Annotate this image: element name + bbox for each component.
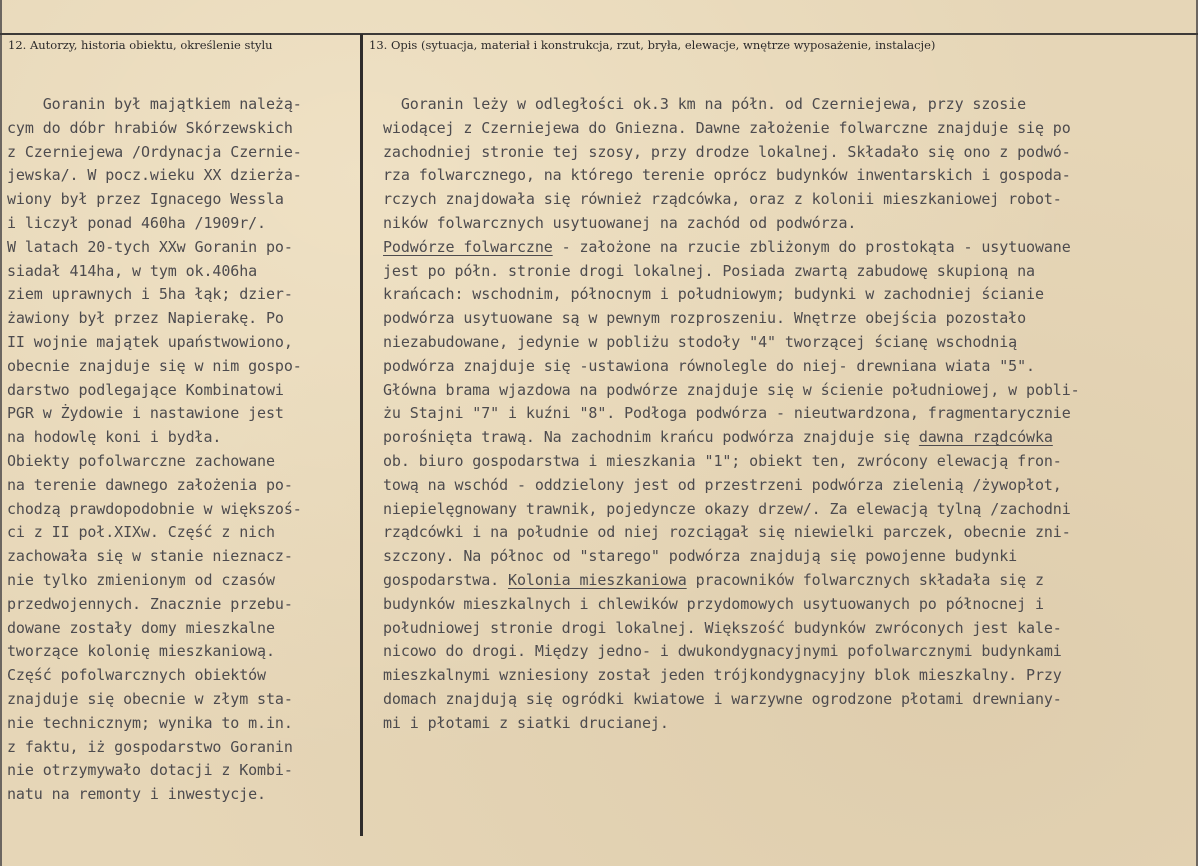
podworze-heading: Podwórze folwarczne [383,237,553,256]
text-line: tową na wschód - oddzielony jest od przestrzeni podwórza zielenią /żywopłot, [383,475,1062,494]
text-line: z faktu, iż gospodarstwo Goranin [7,737,293,756]
text-line: zachodniej stronie tej szosy, przy drodze lokalnej. Składało się ono z podwó- [383,142,1071,161]
intro-paragraph [383,93,1080,236]
text-line: krańcach: wschodnim, północnym i południowym; budynki w zachodniej ścianie [383,285,1044,304]
text-line: jest po półn. stronie drogi lokalnej. Posiada zwartą zabudowę skupioną na [383,261,1035,280]
text-line: niezabudowane, jedynie w pobliżu stodoły "4" tworzącej ścianę wschodnią [383,332,1018,351]
text-line: nie otrzymywało dotacji z Kombi- [7,761,293,780]
text-line: rządcówki i na południe od niej rozciągał się niewielki parczek, obecnie zni- [383,523,1071,542]
text-line: darstwo podlegające Kombinatowi [7,380,284,399]
text-line: domach znajdują się ogródki kwiatowe i warzywne ogrodzone płotami drewniany- [383,689,1062,708]
text-line: Obiekty pofolwarczne zachowane [7,451,275,470]
text-line: podwórza znajduje się -ustawiona równolegle do niej- drewniana wiata "5". [383,356,1035,375]
text-line: południowej stronie drogi lokalnej. Większość budynków zwróconych jest kale- [383,618,1062,637]
top-rule [0,33,1198,35]
text-line: Goranin był majątkiem należą- [7,95,302,113]
radcowka-paragraph [383,450,1080,569]
text-line: natu na remonty i inwestycje. [7,785,266,804]
text-line: obecnie znajduje się w nim gospo- [7,356,302,375]
description-text-column [383,93,1080,736]
podworze-first-line [383,236,1080,260]
left-page-border [0,0,2,866]
kolonia-line-text: gospodarstwa. [383,570,509,589]
text-line: rza folwarcznego, na którego terenie oprócz budynków inwentarskich i gospoda- [383,166,1071,185]
text-line: rczych znajdowała się również rządcówka, oraz z kolonii mieszkaniowej robot- [383,190,1062,209]
text-line: i liczył ponad 460ha /1909r/. [7,213,266,232]
text-line: na hodowlę koni i bydła. [7,428,222,447]
text-line: z Czerniejewa /Ordynacja Czernie- [7,142,302,161]
kolonia-paragraph [383,593,1080,736]
text-line: żu Stajni "7" i kuźni "8". Podłoga podwórza - nieutwardzona, fragmentarycznie [383,404,1071,423]
text-line: jewska/. W pocz.wieku XX dzierża- [7,166,302,185]
history-text-column [7,93,302,807]
podworze-paragraph [383,260,1080,427]
text-line: wiodącej z Czerniejewa do Gniezna. Dawne założenie folwarczne znajduje się po [383,118,1071,137]
column-divider [360,34,363,836]
podworze-first-line-rest: - założone na rzucie zbliżonym do prostokąta - usytuowane [552,237,1071,256]
text-line: Główna brama wjazdowa na podwórze znajduje się w ścienie południowej, w pobli- [383,380,1080,399]
text-line: II wojnie majątek upaństwowiono, [7,332,293,351]
radcowka-line [383,426,1080,450]
text-line: zachowała się w stanie nieznacz- [7,547,293,566]
text-line: przedwojennych. Znacznie przebu- [7,594,293,613]
radcowka-line-text: porośnięta trawą. Na zachodnim krańcu podwórza znajduje się [383,428,919,447]
text-line: mi i płotami z siatki drucianej. [383,713,669,732]
kolonia-first-line [383,569,1080,593]
text-line: na terenie dawnego założenia po- [7,475,293,494]
text-line: mieszkalnymi wzniesiony został jeden trójkondygnacyjny blok mieszkalny. Przy [383,666,1062,685]
kolonia-first-line-rest: pracowników folwarcznych składała się z [686,570,1044,589]
text-line: budynków mieszkalnych i chlewików przydomowych usytuowanych po północnej i [383,594,1044,613]
text-line: ci z II poł.XIXw. Część z nich [7,523,275,542]
text-line: wiony był przez Ignacego Wessla [7,190,284,209]
text-line: nie tylko zmienionym od czasów [7,570,275,589]
kolonia-heading: Kolonia mieszkaniowa [508,570,687,589]
text-line: ników folwarcznych usytuowanej na zachód od podwórza. [383,213,857,232]
text-line: nicowo do drogi. Między jedno- i dwukondygnacyjnymi pofolwarcznymi budynkami [383,642,1062,661]
text-line: chodzą prawdopodobnie w większoś- [7,499,302,518]
radcowka-heading: dawna rządcówka [918,428,1053,447]
text-line: W latach 20-tych XXw Goranin po- [7,237,293,256]
text-line: PGR w Żydowie i nastawione jest [7,404,284,423]
text-line: Część pofolwarcznych obiektów [7,666,266,685]
text-line: siadał 414ha, w tym ok.406ha [7,261,258,280]
text-line: cym do dóbr hrabiów Skórzewskich [7,118,293,137]
text-line: Goranin leży w odległości ok.3 km na półn. od Czerniejewa, przy szosie [383,95,1027,113]
text-line: żawiony był przez Napierakę. Po [7,309,284,328]
section-13-header: 13. Opis (sytuacja, materiał i konstrukcja, rzut, bryła, elewacje, wnętrze wyposażenie, instalacje) [369,38,936,52]
text-line: nie technicznym; wynika to m.in. [7,713,293,732]
section-12-header: 12. Autorzy, historia obiektu, określenie stylu [8,38,273,52]
text-line: ob. biuro gospodarstwa i mieszkania "1"; obiekt ten, zwrócony elewacją fron- [383,451,1062,470]
text-line: szczony. Na północ od "starego" podwórza znajdują się powojenne budynki [383,547,1018,566]
text-line: dowane zostały domy mieszkalne [7,618,275,637]
text-line: ziem uprawnych i 5ha łąk; dzier- [7,285,293,304]
text-line: podwórza usytuowane są w pewnym rozproszeniu. Wnętrze obejścia pozostało [383,309,1027,328]
text-line: znajduje się obecnie w złym sta- [7,689,293,708]
text-line: niepielęgnowany trawnik, pojedyncze okazy drzew/. Za elewacją tylną /zachodni [383,499,1071,518]
text-line: tworzące kolonię mieszkaniową. [7,642,275,661]
